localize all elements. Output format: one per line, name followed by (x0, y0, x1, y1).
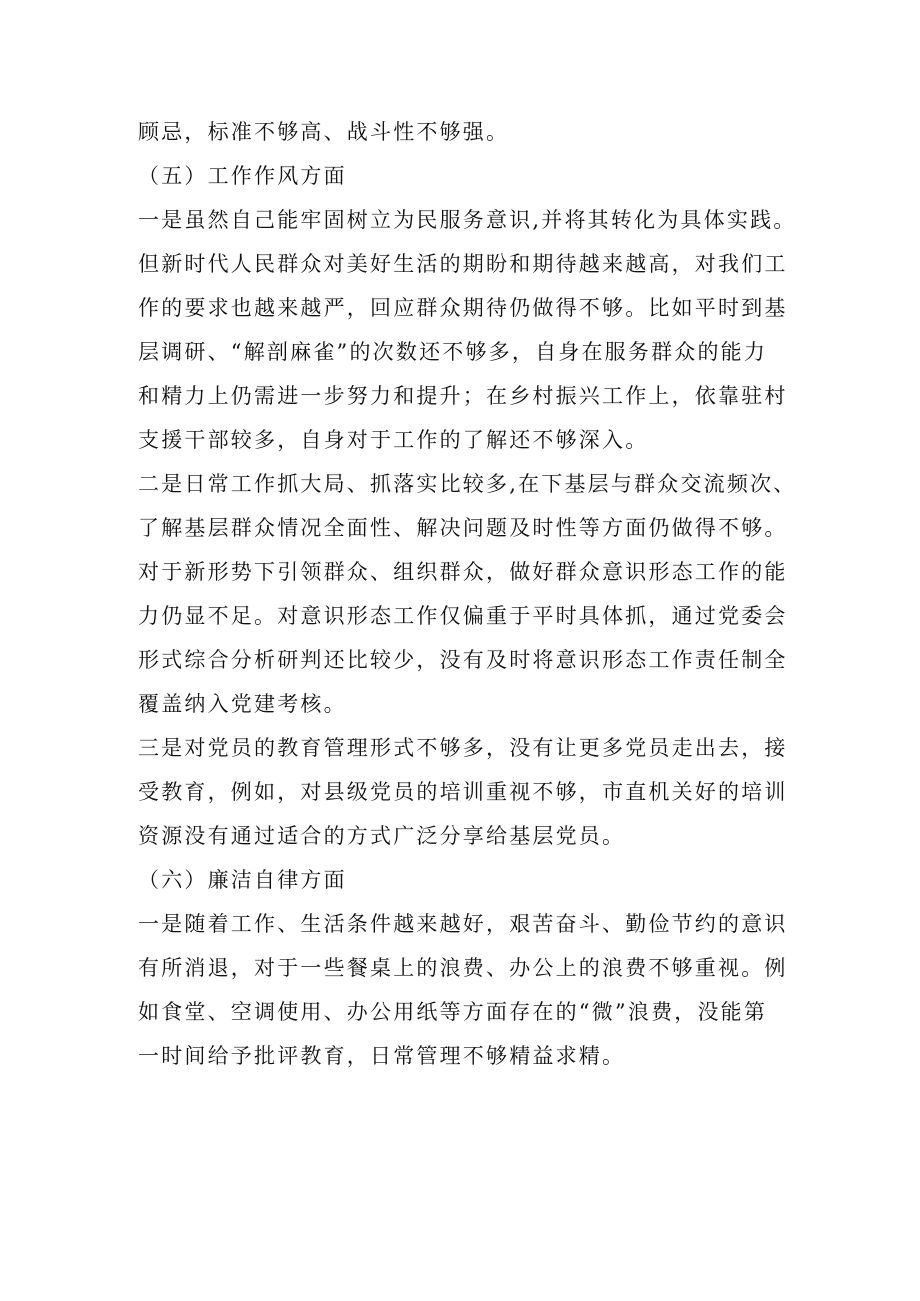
body-line: 如食堂、空调使用、办公用纸等方面存在的“微”浪费，没能第 (138, 1000, 768, 1024)
body-line: 三是对党员的教育管理形式不够多，没有让更多党员走出去，接 (138, 736, 788, 760)
body-line: 但新时代人民群众对美好生活的期盼和期待越来越高，对我们工 (138, 252, 788, 276)
section-heading-integrity: （六）廉洁自律方面 (138, 868, 347, 892)
body-line: 力仍显不足。对意识形态工作仅偏重于平时具体抓，通过党委会 (138, 604, 788, 628)
body-line: 一是虽然自己能牢固树立为民服务意识,并将其转化为具体实践。 (138, 208, 797, 232)
body-line: 形式综合分析研判还比较少，没有及时将意识形态工作责任制全 (138, 648, 788, 672)
body-line: 支援干部较多，自身对于工作的了解还不够深入。 (138, 428, 649, 452)
body-line: 有所消退，对于一些餐桌上的浪费、办公上的浪费不够重视。例 (138, 956, 788, 980)
body-line: 资源没有通过适合的方式广泛分享给基层党员。 (138, 824, 626, 848)
section-heading-work-style: （五）工作作风方面 (138, 164, 347, 188)
body-line: 作的要求也越来越严，回应群众期待仍做得不够。比如平时到基 (138, 296, 788, 320)
document-body (138, 110, 797, 1078)
body-line: 二是日常工作抓大局、抓落实比较多,在下基层与群众交流频次、 (138, 472, 797, 496)
body-line: 一是随着工作、生活条件越来越好，艰苦奋斗、勤俭节约的意识 (138, 912, 788, 936)
body-line: 和精力上仍需进一步努力和提升；在乡村振兴工作上，依靠驻村 (138, 384, 788, 408)
body-line: 受教育，例如，对县级党员的培训重视不够，市直机关好的培训 (138, 780, 788, 804)
body-line: 层调研、“解剖麻雀”的次数还不够多，自身在服务群众的能力 (138, 340, 768, 364)
body-line: 了解基层群众情况全面性、解决问题及时性等方面仍做得不够。 (138, 516, 788, 540)
body-line: 对于新形势下引领群众、组织群众，做好群众意识形态工作的能 (138, 560, 788, 584)
body-line: 一时间给予批评教育，日常管理不够精益求精。 (138, 1044, 626, 1068)
body-line: 覆盖纳入党建考核。 (138, 692, 347, 716)
body-line: 顾忌，标准不够高、战斗性不够强。 (138, 120, 510, 144)
